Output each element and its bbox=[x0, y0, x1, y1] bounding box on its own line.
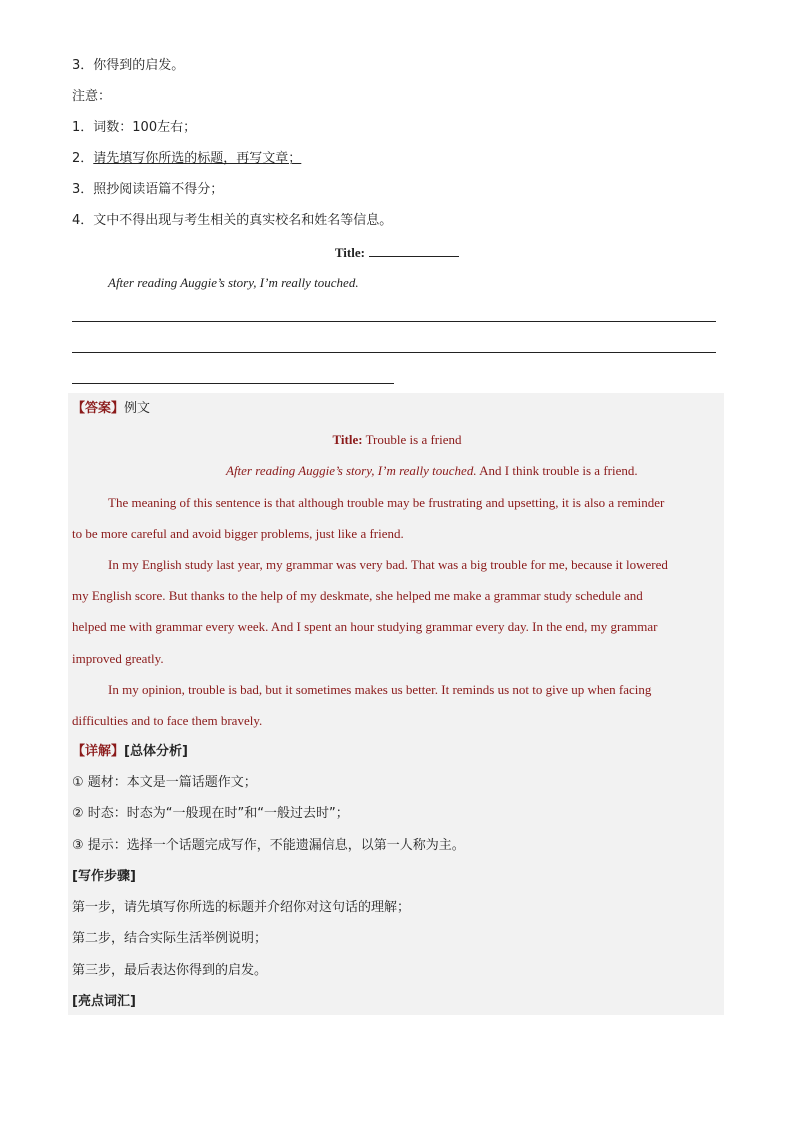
answer-p2-line1: The meaning of this sentence is that although trouble may be frustrating and upsetting, it is also a reminder bbox=[108, 495, 665, 510]
highlight-vocab-heading: [亮点词汇] bbox=[72, 994, 136, 1009]
step-3: 第三步，最后表达你得到的启发。 bbox=[72, 963, 268, 978]
analysis-item-2: ② 时态：时态为“一般现在时”和“一般过去时”； bbox=[72, 806, 349, 821]
answer-p4-line2: difficulties and to face them bravely. bbox=[72, 713, 263, 728]
answer-title-value: Trouble is a friend bbox=[365, 432, 462, 447]
detail-heading bbox=[72, 743, 188, 761]
answer-title-line bbox=[0, 431, 794, 449]
note-2 bbox=[72, 150, 301, 168]
notes-heading: 注意： bbox=[72, 89, 112, 104]
note-3: 3．照抄阅读语篇不得分； bbox=[72, 182, 224, 197]
note-1: 1．词数：100左右； bbox=[72, 120, 197, 135]
step-1: 第一步，请先填写你所选的标题并介绍你对这句话的理解； bbox=[72, 900, 411, 915]
answer-box bbox=[68, 393, 724, 1015]
answer-p4-line1: In my opinion, trouble is bad, but it sometimes makes us better. It reminds us not to give up when facing bbox=[108, 682, 652, 697]
answer-paragraph-1 bbox=[226, 462, 638, 480]
task-opening-sentence: After reading Auggie’s story, I’m really touched. bbox=[108, 275, 359, 290]
answer-heading bbox=[72, 400, 150, 418]
task-title-label: Title: bbox=[334, 245, 365, 260]
answer-p3-line2: my English score. But thanks to the help of my deskmate, she helped me make a grammar study schedule and bbox=[72, 588, 643, 603]
answer-p3-line4: improved greatly. bbox=[72, 651, 164, 666]
writing-line-3 bbox=[72, 383, 394, 384]
note-item-3: 3．你得到的启发。 bbox=[72, 58, 185, 73]
analysis-item-1: ① 题材：本文是一篇话题作文； bbox=[72, 775, 257, 790]
answer-opening-italic: After reading Auggie’s story, I’m really touched. bbox=[226, 463, 477, 478]
answer-label: 例文 bbox=[124, 401, 151, 416]
writing-steps-heading: [写作步骤] bbox=[72, 869, 136, 884]
detail-tag: 【详解】 bbox=[72, 744, 125, 759]
answer-title-label: Title: bbox=[332, 432, 363, 447]
answer-p3-line1: In my English study last year, my grammar was very bad. That was a big trouble for me, because it lowered bbox=[108, 557, 668, 572]
answer-p3-line3: helped me with grammar every week. And I spent an hour studying grammar every day. In the end, my grammar bbox=[72, 619, 658, 634]
analysis-item-3: ③ 提示：选择一个话题完成写作，不能遗漏信息，以第一人称为主。 bbox=[72, 838, 465, 853]
answer-p2-line2: to be more careful and avoid bigger problems, just like a friend. bbox=[72, 526, 404, 541]
note-2-underlined: 请先填写你所选的标题，再写文章； bbox=[93, 151, 302, 166]
writing-line-2 bbox=[72, 352, 716, 353]
title-blank bbox=[369, 244, 459, 257]
overall-analysis-label: [总体分析] bbox=[124, 744, 188, 759]
answer-opening-rest: And I think trouble is a friend. bbox=[479, 463, 638, 478]
writing-line-1 bbox=[72, 321, 716, 322]
answer-tag: 【答案】 bbox=[72, 401, 125, 416]
task-title-line bbox=[0, 244, 794, 261]
note-4: 4．文中不得出现与考生相关的真实校名和姓名等信息。 bbox=[72, 213, 393, 228]
note-2-number: 2． bbox=[72, 151, 94, 166]
step-2: 第二步，结合实际生活举例说明； bbox=[72, 931, 268, 946]
